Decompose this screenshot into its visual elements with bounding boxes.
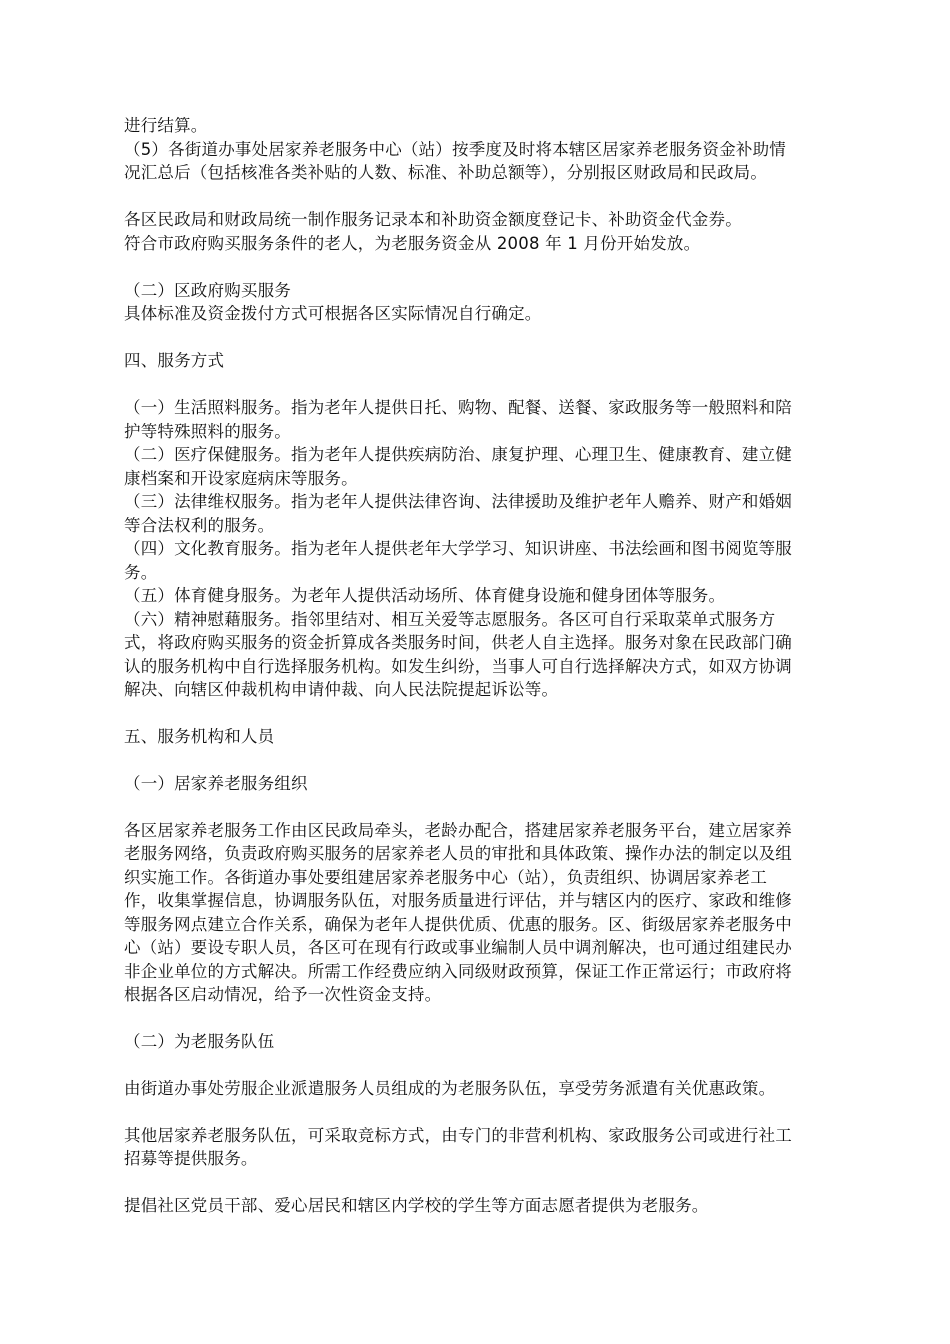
text-line: 康档案和开设家庭病床等服务。	[124, 469, 358, 488]
text-line: 招募等提供服务。	[124, 1149, 258, 1168]
text-line: 式，将政府购买服务的资金折算成各类服务时间，供老人自主选择。服务对象在民政部门确	[124, 633, 792, 652]
text-line: 根据各区启动情况，给予一次性资金支持。	[124, 985, 442, 1004]
text-line: 各区居家养老服务工作由区民政局牵头，老龄办配合，搭建居家养老服务平台，建立居家养	[124, 821, 792, 840]
text-line: 提倡社区党员干部、爱心居民和辖区内学校的学生等方面志愿者提供为老服务。	[124, 1196, 709, 1215]
text-line: 等合法权利的服务。	[124, 516, 275, 535]
text-line: 认的服务机构中自行选择服务机构。如发生纠纷，当事人可自行选择解决方式，如双方协调	[124, 657, 792, 676]
text-line: 等服务网点建立合作关系，确保为老年人提供优质、优惠的服务。区、街级居家养老服务中	[124, 915, 792, 934]
text-line: 况汇总后（包括核准各类补贴的人数、标准、补助总额等），分别报区财政局和民政局。	[124, 163, 768, 182]
text-line: 具体标准及资金拨付方式可根据各区实际情况自行确定。	[124, 304, 542, 323]
section-heading: （二）为老服务队伍	[124, 1032, 275, 1051]
text-line: 其他居家养老服务队伍，可采取竞标方式，由专门的非营利机构、家政服务公司或进行社工	[124, 1126, 792, 1145]
text-line: 进行结算。	[124, 116, 208, 135]
text-line: （四）文化教育服务。指为老年人提供老年大学学习、知识讲座、书法绘画和图书阅览等服	[124, 539, 792, 558]
text-line: 护等特殊照料的服务。	[124, 422, 291, 441]
section-heading: 五、服务机构和人员	[124, 727, 275, 746]
text-line: （五）体育健身服务。为老年人提供活动场所、体育健身设施和健身团体等服务。	[124, 586, 726, 605]
text-line: 非企业单位的方式解决。所需工作经费应纳入同级财政预算，保证工作正常运行；市政府将	[124, 962, 792, 981]
text-line: 符合市政府购买服务条件的老人，为老服务资金从 2008 年 1 月份开始发放。	[124, 234, 701, 253]
text-line: 织实施工作。各街道办事处要组建居家养老服务中心（站），负责组织、协调居家养老工	[124, 868, 768, 887]
text-line: 老服务网络，负责政府购买服务的居家养老人员的审批和具体政策、操作办法的制定以及组	[124, 844, 792, 863]
text-line: 务。	[124, 563, 158, 582]
text-line: 解决、向辖区仲裁机构申请仲裁、向人民法院提起诉讼等。	[124, 680, 559, 699]
section-heading: （二）区政府购买服务	[124, 281, 291, 300]
text-line: 心（站）要设专职人员，各区可在现有行政或事业编制人员中调剂解决，也可通过组建民办	[124, 938, 792, 957]
text-line: 作，收集掌握信息，协调服务队伍，对服务质量进行评估，并与辖区内的医疗、家政和维修	[124, 891, 792, 910]
text-line: （5）各街道办事处居家养老服务中心（站）按季度及时将本辖区居家养老服务资金补助情	[124, 140, 786, 159]
section-heading: 四、服务方式	[124, 351, 225, 370]
text-line: 由街道办事处劳服企业派遣服务人员组成的为老服务队伍，享受劳务派遣有关优惠政策。	[124, 1079, 776, 1098]
text-line: （三）法律维权服务。指为老年人提供法律咨询、法律援助及维护老年人赡养、财产和婚姻	[124, 492, 792, 511]
section-heading: （一）居家养老服务组织	[124, 774, 308, 793]
text-line: （一）生活照料服务。指为老年人提供日托、购物、配餐、送餐、家政服务等一般照料和陪	[124, 398, 792, 417]
text-line: （二）医疗保健服务。指为老年人提供疾病防治、康复护理、心理卫生、健康教育、建立健	[124, 445, 792, 464]
text-line: 各区民政局和财政局统一制作服务记录本和补助资金额度登记卡、补助资金代金券。	[124, 210, 742, 229]
text-line: （六）精神慰藉服务。指邻里结对、相互关爱等志愿服务。各区可自行采取菜单式服务方	[124, 610, 776, 629]
